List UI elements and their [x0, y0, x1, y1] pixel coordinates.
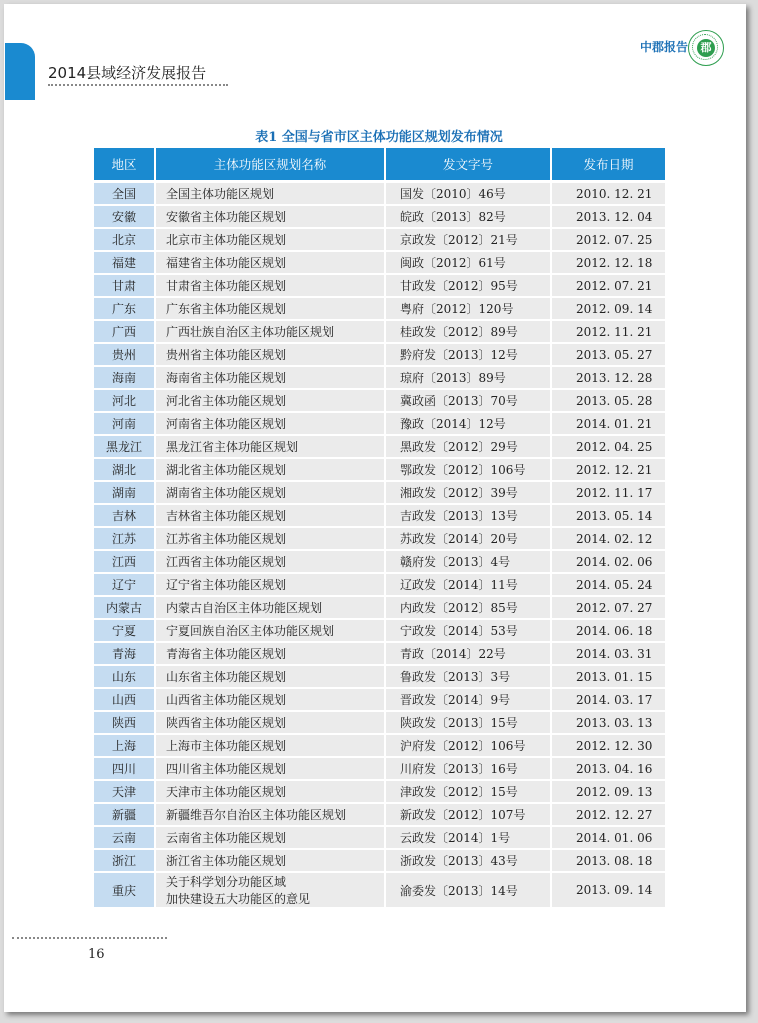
- cell-date: 2014. 05. 24: [552, 574, 665, 597]
- cell-doc-number: 京政发〔2012〕21号: [386, 229, 550, 252]
- brand-logo-icon: [688, 30, 724, 66]
- table-caption: 表1 全国与省市区主体功能区规划发布情况: [255, 130, 503, 145]
- cell-plan: 湖南省主体功能区规划: [156, 482, 384, 505]
- cell-doc-number: 国发〔2010〕46号: [386, 183, 550, 206]
- cell-region: 广东: [94, 298, 154, 321]
- table-row: [94, 413, 665, 436]
- cell-doc-number: 青政〔2014〕22号: [386, 643, 550, 666]
- cell-doc-number: 豫政〔2014〕12号: [386, 413, 550, 436]
- cell-doc-number: 晋政发〔2014〕9号: [386, 689, 550, 712]
- column-header: 地区: [94, 148, 154, 183]
- cell-region: 浙江: [94, 850, 154, 873]
- cell-plan: 黑龙江省主体功能区规划: [156, 436, 384, 459]
- table-row: [94, 298, 665, 321]
- cell-date: 2014. 01. 06: [552, 827, 665, 850]
- table-row: [94, 597, 665, 620]
- cell-plan: 内蒙古自治区主体功能区规划: [156, 597, 384, 620]
- table-row: [94, 574, 665, 597]
- cell-plan: 青海省主体功能区规划: [156, 643, 384, 666]
- cell-date: 2013. 12. 28: [552, 367, 665, 390]
- cell-date: 2012. 12. 21: [552, 459, 665, 482]
- cell-plan: 北京市主体功能区规划: [156, 229, 384, 252]
- table-row: [94, 827, 665, 850]
- cell-plan: 新疆维吾尔自治区主体功能区规划: [156, 804, 384, 827]
- cell-doc-number: 陕政发〔2013〕15号: [386, 712, 550, 735]
- cell-date: 2013. 08. 18: [552, 850, 665, 873]
- table-row: [94, 344, 665, 367]
- cell-doc-number: 鄂政发〔2012〕106号: [386, 459, 550, 482]
- table-row: [94, 367, 665, 390]
- cell-plan: 江苏省主体功能区规划: [156, 528, 384, 551]
- cell-doc-number: 黑政发〔2012〕29号: [386, 436, 550, 459]
- cell-date: 2012. 11. 17: [552, 482, 665, 505]
- cell-plan: 云南省主体功能区规划: [156, 827, 384, 850]
- cell-region: 北京: [94, 229, 154, 252]
- cell-doc-number: 皖政〔2013〕82号: [386, 206, 550, 229]
- cell-plan: 上海市主体功能区规划: [156, 735, 384, 758]
- cell-plan: 辽宁省主体功能区规划: [156, 574, 384, 597]
- cell-doc-number: 浙政发〔2013〕43号: [386, 850, 550, 873]
- cell-doc-number: 渝委发〔2013〕14号: [386, 873, 550, 909]
- table-row: [94, 666, 665, 689]
- cell-plan: 河南省主体功能区规划: [156, 413, 384, 436]
- cell-date: 2012. 07. 25: [552, 229, 665, 252]
- cell-plan: 四川省主体功能区规划: [156, 758, 384, 781]
- table-row: [94, 482, 665, 505]
- brand-name: 中郡报告: [639, 40, 688, 54]
- cell-plan: 全国主体功能区规划: [156, 183, 384, 206]
- cell-region: 安徽: [94, 206, 154, 229]
- plan-table: [92, 148, 667, 909]
- table-row: [94, 781, 665, 804]
- cell-date: 2013. 01. 15: [552, 666, 665, 689]
- table-row: [94, 643, 665, 666]
- table-row: [94, 735, 665, 758]
- cell-doc-number: 鲁政发〔2013〕3号: [386, 666, 550, 689]
- table-row: [94, 873, 665, 909]
- cell-date: 2012. 12. 27: [552, 804, 665, 827]
- cell-doc-number: 津政发〔2012〕15号: [386, 781, 550, 804]
- cell-region: 辽宁: [94, 574, 154, 597]
- cell-region: 吉林: [94, 505, 154, 528]
- table-row: [94, 551, 665, 574]
- cell-date: 2014. 03. 17: [552, 689, 665, 712]
- table-row: [94, 528, 665, 551]
- cell-doc-number: 琼府〔2013〕89号: [386, 367, 550, 390]
- table-row: [94, 390, 665, 413]
- cell-date: 2014. 06. 18: [552, 620, 665, 643]
- cell-region: 上海: [94, 735, 154, 758]
- table-row: [94, 758, 665, 781]
- cell-region: 福建: [94, 252, 154, 275]
- cell-plan: 湖北省主体功能区规划: [156, 459, 384, 482]
- table-row: [94, 436, 665, 459]
- cell-region: 重庆: [94, 873, 154, 909]
- cell-doc-number: 宁政发〔2014〕53号: [386, 620, 550, 643]
- cell-doc-number: 粤府〔2012〕120号: [386, 298, 550, 321]
- table-row: [94, 689, 665, 712]
- cell-plan: 安徽省主体功能区规划: [156, 206, 384, 229]
- table-row: [94, 229, 665, 252]
- cell-region: 海南: [94, 367, 154, 390]
- cell-plan: 山东省主体功能区规划: [156, 666, 384, 689]
- cell-plan-line: 加快建设五大功能区的意见: [166, 892, 311, 906]
- cell-date: 2013. 09. 14: [552, 873, 665, 909]
- table-row: [94, 850, 665, 873]
- cell-doc-number: 吉政发〔2013〕13号: [386, 505, 550, 528]
- cell-region: 云南: [94, 827, 154, 850]
- cell-region: 青海: [94, 643, 154, 666]
- cell-doc-number: 黔府发〔2013〕12号: [386, 344, 550, 367]
- cell-date: 2014. 02. 12: [552, 528, 665, 551]
- table-row: [94, 275, 665, 298]
- cell-doc-number: 赣府发〔2013〕4号: [386, 551, 550, 574]
- cell-date: 2012. 04. 25: [552, 436, 665, 459]
- cell-region: 四川: [94, 758, 154, 781]
- cell-date: 2013. 05. 27: [552, 344, 665, 367]
- cell-date: 2013. 12. 04: [552, 206, 665, 229]
- cell-plan: 广西壮族自治区主体功能区规划: [156, 321, 384, 344]
- cell-date: 2013. 05. 14: [552, 505, 665, 528]
- cell-date: 2014. 03. 31: [552, 643, 665, 666]
- cell-region: 宁夏: [94, 620, 154, 643]
- cell-plan: 吉林省主体功能区规划: [156, 505, 384, 528]
- cell-doc-number: 沪府发〔2012〕106号: [386, 735, 550, 758]
- cell-region: 新疆: [94, 804, 154, 827]
- cell-date: 2012. 09. 14: [552, 298, 665, 321]
- cell-doc-number: 新政发〔2012〕107号: [386, 804, 550, 827]
- cell-date: 2013. 04. 16: [552, 758, 665, 781]
- cell-plan: 贵州省主体功能区规划: [156, 344, 384, 367]
- cell-region: 贵州: [94, 344, 154, 367]
- cell-plan: 福建省主体功能区规划: [156, 252, 384, 275]
- column-header: 发文字号: [386, 148, 550, 183]
- table-row: [94, 712, 665, 735]
- header-dotted-rule: [48, 84, 228, 86]
- table-row: [94, 252, 665, 275]
- running-title: 2014县域经济发展报告: [48, 64, 207, 82]
- logo-core: 郡: [697, 39, 715, 57]
- cell-plan: 甘肃省主体功能区规划: [156, 275, 384, 298]
- table-body: [94, 183, 665, 909]
- table-row: [94, 183, 665, 206]
- cell-date: 2014. 02. 06: [552, 551, 665, 574]
- cell-date: 2012. 12. 18: [552, 252, 665, 275]
- cell-region: 全国: [94, 183, 154, 206]
- cell-date: 2012. 07. 27: [552, 597, 665, 620]
- cell-doc-number: 内政发〔2012〕85号: [386, 597, 550, 620]
- cell-plan: 山西省主体功能区规划: [156, 689, 384, 712]
- cell-date: 2012. 11. 21: [552, 321, 665, 344]
- cell-date: 2013. 05. 28: [552, 390, 665, 413]
- table-row: [94, 505, 665, 528]
- cell-date: 2012. 12. 30: [552, 735, 665, 758]
- cell-region: 河南: [94, 413, 154, 436]
- cell-doc-number: 桂政发〔2012〕89号: [386, 321, 550, 344]
- cell-doc-number: 闽政〔2012〕61号: [386, 252, 550, 275]
- table-row: [94, 620, 665, 643]
- table-row: [94, 321, 665, 344]
- table-header-row: [94, 148, 665, 183]
- cell-plan: 江西省主体功能区规划: [156, 551, 384, 574]
- cell-doc-number: 辽政发〔2014〕11号: [386, 574, 550, 597]
- cell-region: 河北: [94, 390, 154, 413]
- cell-region: 山西: [94, 689, 154, 712]
- chapter-tab: [5, 43, 35, 100]
- cell-region: 湖南: [94, 482, 154, 505]
- cell-plan: 河北省主体功能区规划: [156, 390, 384, 413]
- cell-region: 内蒙古: [94, 597, 154, 620]
- cell-plan: [156, 873, 384, 909]
- cell-plan: 陕西省主体功能区规划: [156, 712, 384, 735]
- cell-doc-number: 湘政发〔2012〕39号: [386, 482, 550, 505]
- column-header: 主体功能区规划名称: [156, 148, 384, 183]
- page-number: 16: [88, 947, 105, 962]
- table-row: [94, 459, 665, 482]
- cell-date: 2010. 12. 21: [552, 183, 665, 206]
- cell-region: 江西: [94, 551, 154, 574]
- footer-dotted-rule: [12, 937, 167, 939]
- cell-region: 黑龙江: [94, 436, 154, 459]
- cell-doc-number: 苏政发〔2014〕20号: [386, 528, 550, 551]
- cell-region: 陕西: [94, 712, 154, 735]
- table-row: [94, 804, 665, 827]
- cell-region: 江苏: [94, 528, 154, 551]
- table-row: [94, 206, 665, 229]
- cell-doc-number: 川府发〔2013〕16号: [386, 758, 550, 781]
- cell-plan: 宁夏回族自治区主体功能区规划: [156, 620, 384, 643]
- cell-region: 湖北: [94, 459, 154, 482]
- column-header: 发布日期: [552, 148, 665, 183]
- cell-plan: 海南省主体功能区规划: [156, 367, 384, 390]
- cell-date: 2012. 07. 21: [552, 275, 665, 298]
- cell-plan-line: 关于科学划分功能区域: [166, 875, 287, 889]
- cell-doc-number: 云政发〔2014〕1号: [386, 827, 550, 850]
- cell-region: 甘肃: [94, 275, 154, 298]
- cell-plan: 广东省主体功能区规划: [156, 298, 384, 321]
- cell-date: 2014. 01. 21: [552, 413, 665, 436]
- cell-plan: 浙江省主体功能区规划: [156, 850, 384, 873]
- cell-doc-number: 甘政发〔2012〕95号: [386, 275, 550, 298]
- cell-region: 山东: [94, 666, 154, 689]
- cell-doc-number: 冀政函〔2013〕70号: [386, 390, 550, 413]
- cell-date: 2013. 03. 13: [552, 712, 665, 735]
- cell-region: 天津: [94, 781, 154, 804]
- cell-region: 广西: [94, 321, 154, 344]
- cell-date: 2012. 09. 13: [552, 781, 665, 804]
- cell-plan: 天津市主体功能区规划: [156, 781, 384, 804]
